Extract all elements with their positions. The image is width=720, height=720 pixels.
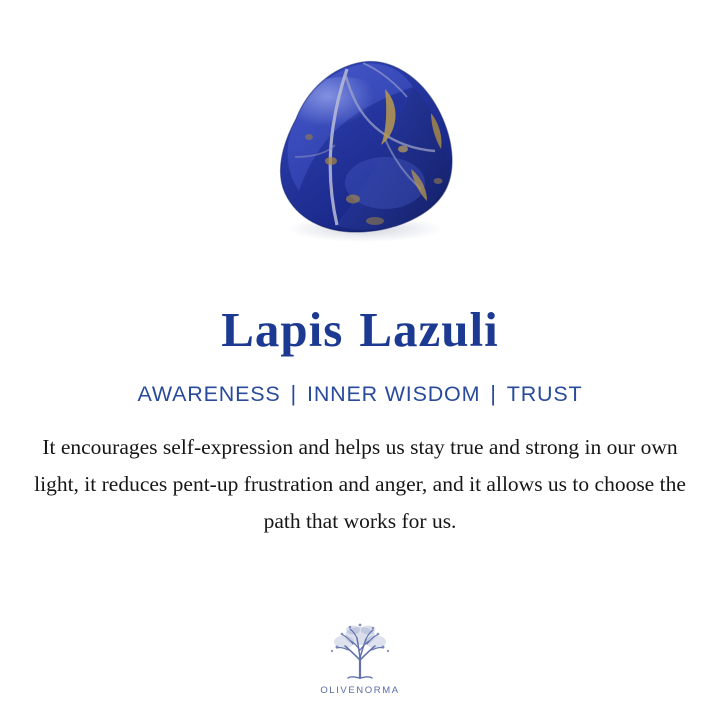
brand-name: OLIVENORMA [320,685,400,696]
keyword-separator-1: | [290,381,298,407]
keyword-trust: TRUST [506,381,583,406]
title-word-1: Lapis [221,302,344,357]
description-text: It encourages self-expression and helps us stay true and strong in our own light, it reduces pent-up frustration and anger, and it allows us to choose the path that works for us. [34,435,686,534]
keyword-separator-2: | [490,381,497,407]
keyword-list [138,381,583,407]
lapis-lazuli-stone-image [235,53,485,243]
tree-foliage [331,624,389,653]
tree-of-life-icon [324,620,396,682]
page-title [221,304,499,355]
title-word-2: Lazuli [359,302,499,357]
brand-logo [0,620,720,696]
stone-illustration [235,53,485,243]
keyword-awareness: AWARENESS [137,381,281,406]
stone-image-area [0,0,720,290]
keyword-inner-wisdom: INNER WISDOM [307,381,481,406]
